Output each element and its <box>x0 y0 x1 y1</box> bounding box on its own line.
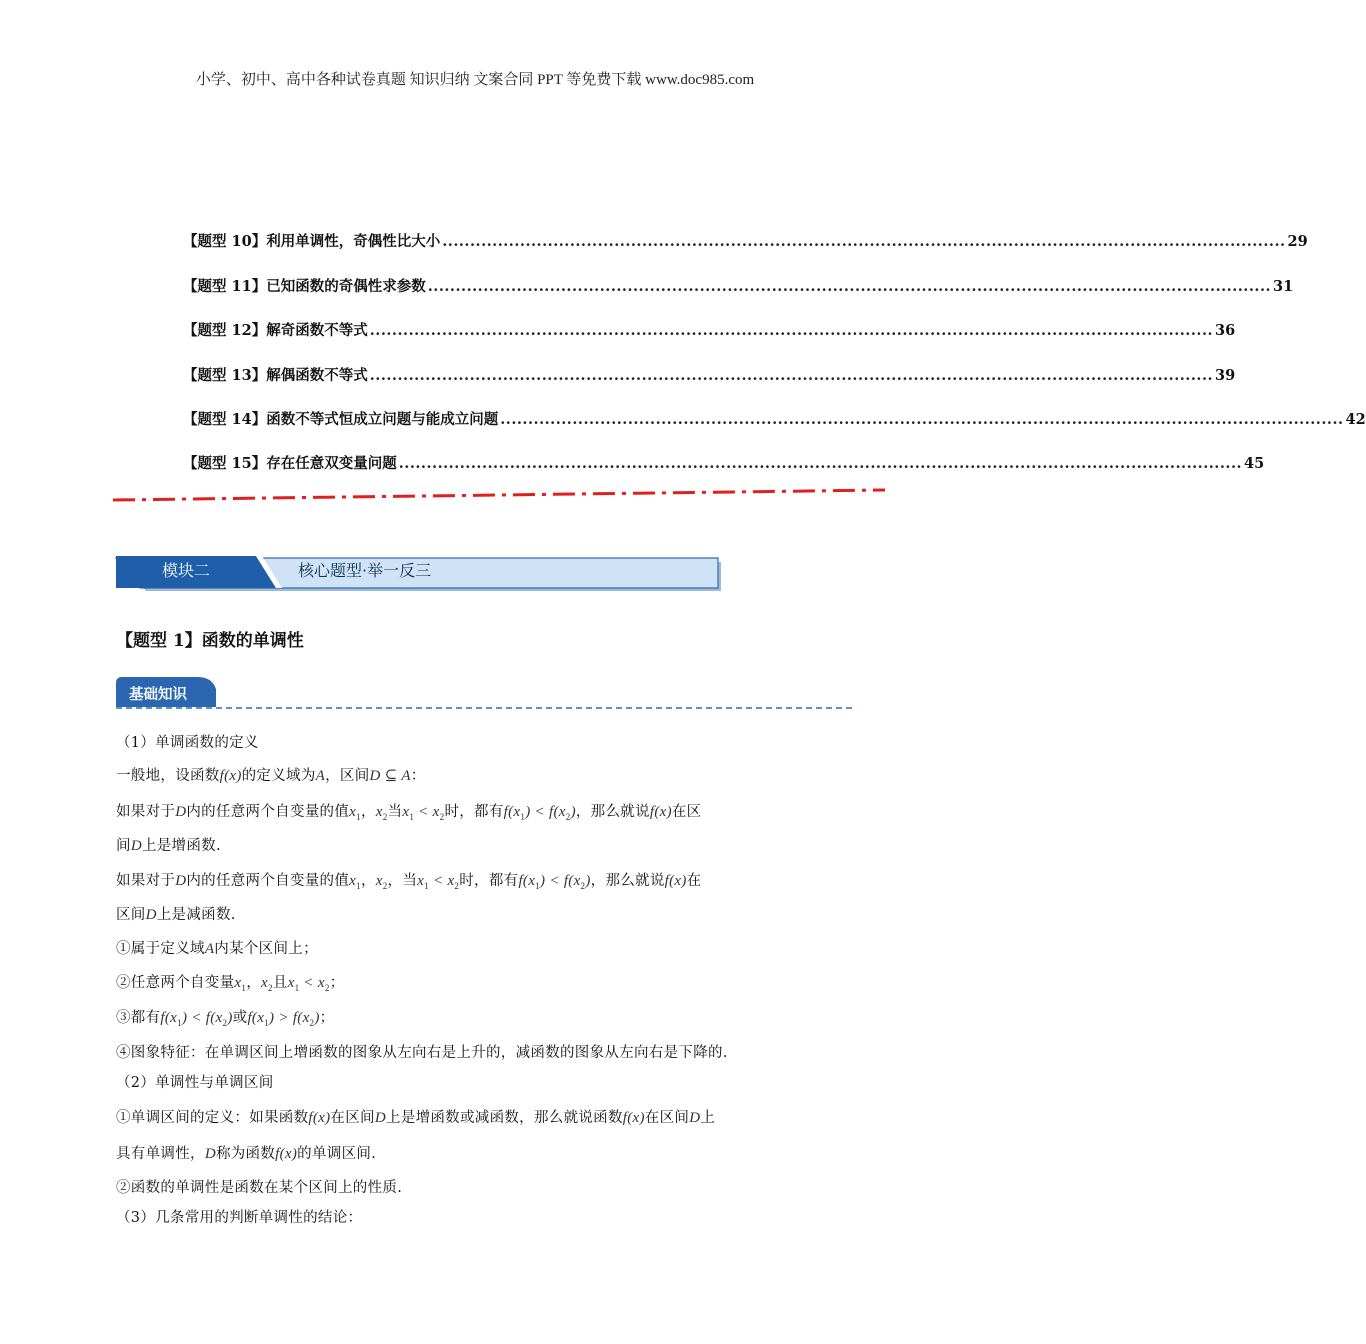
text: 一般地，设函数 <box>116 768 220 784</box>
text: 如果对于 <box>116 873 176 889</box>
text: ②函数的单调性是函数在某个区间上的性质. <box>116 1180 403 1196</box>
text: 时，都有 <box>444 804 504 820</box>
math-D: D <box>130 838 142 854</box>
toc-page: 31 <box>1273 278 1294 295</box>
toc-leader: ........................................................................................................................................................ <box>427 278 1272 295</box>
text: ； <box>319 1010 335 1026</box>
text: 上是增函数或减函数，那么就说函数 <box>385 1110 623 1126</box>
toc-row[interactable] <box>183 452 1265 472</box>
math-fx1-lt-fx2: $f(x_1) < f(x_2)$ <box>518 873 591 891</box>
toc-row[interactable] <box>183 408 1366 428</box>
text: 或 <box>232 1010 248 1026</box>
math-x1-lt-x2: $x_1 < x_2$ <box>417 873 460 891</box>
basic-tag-shape <box>116 677 856 713</box>
module-title: 核心题型·举一反三 <box>298 561 432 580</box>
text: 称为函数 <box>215 1146 276 1162</box>
toc-label: 【题型 12】解奇函数不等式 <box>183 322 368 339</box>
toc-label: 【题型 15】存在任意双变量问题 <box>183 455 397 472</box>
text: ， <box>246 975 261 991</box>
content-line <box>116 1043 838 1063</box>
text: ①单调区间的定义：如果函数 <box>116 1110 309 1126</box>
math-A: A <box>204 941 215 957</box>
math-x2: $x_2$ <box>375 804 388 822</box>
math-x1-lt-x2: $x_1 < x_2$ <box>287 975 330 993</box>
math-x1-lt-x2: $x_1 < x_2$ <box>402 804 445 822</box>
content-line <box>116 973 838 998</box>
toc-row[interactable] <box>183 364 1236 384</box>
content-line <box>116 836 838 856</box>
text: 具有单调性， <box>116 1146 205 1162</box>
toc-row[interactable] <box>183 230 1308 250</box>
text: 在区间 <box>644 1110 690 1126</box>
text: ： <box>410 768 426 784</box>
text: ，那么就说 <box>575 804 650 820</box>
toc-row[interactable] <box>183 275 1294 295</box>
math-D-subset-A: D ⊆ A <box>369 768 411 784</box>
text: ①属于定义域 <box>116 941 205 957</box>
content-line <box>116 871 838 896</box>
text: ③都有 <box>116 1010 161 1026</box>
text: ，那么就说 <box>590 873 665 889</box>
content-line <box>116 766 838 786</box>
content-line <box>116 802 838 827</box>
content-line <box>116 733 838 753</box>
text: ， <box>360 804 376 820</box>
text: 当 <box>387 804 403 820</box>
toc-page: 29 <box>1287 233 1308 250</box>
math-fx: f(x) <box>649 804 672 820</box>
toc-leader: ........................................................................................................................................................ <box>442 233 1286 250</box>
text: 上 <box>700 1110 716 1126</box>
toc-label: 【题型 10】利用单调性，奇偶性比大小 <box>183 233 441 250</box>
math-D: D <box>204 1146 216 1162</box>
text: 间 <box>116 838 131 854</box>
text: 的定义域为 <box>241 768 316 784</box>
toc-page: 45 <box>1244 455 1265 472</box>
math-fx1-gt-fx2: $f(x_1) > f(x_2)$ <box>247 1010 320 1028</box>
text: ，区间 <box>325 768 370 784</box>
toc-page: 36 <box>1215 322 1236 339</box>
math-fx1-lt-fx2: $f(x_1) < f(x_2)$ <box>160 1010 233 1028</box>
text: 上是增函数. <box>141 838 221 854</box>
math-fx: f(x) <box>219 768 242 784</box>
text: 且 <box>272 975 288 991</box>
text: ，当 <box>387 873 418 889</box>
section-title: 【题型 1】函数的单调性 <box>116 631 304 651</box>
toc-label: 【题型 13】解偶函数不等式 <box>183 367 368 384</box>
toc-leader: ........................................................................................................................................................ <box>500 411 1344 428</box>
text: ④图象特征：在单调区间上增函数的图象从左向右是上升的，减函数的图象从左向右是下降的. <box>116 1045 728 1061</box>
section-divider <box>113 484 885 508</box>
math-D: D <box>175 873 187 889</box>
text: 在 <box>686 873 702 889</box>
math-x1: $x_1$ <box>349 873 361 891</box>
content-line <box>116 1073 838 1093</box>
text: 在区间 <box>330 1110 375 1126</box>
content-line <box>116 939 838 959</box>
text: 如果对于 <box>116 804 176 820</box>
toc-page: 39 <box>1215 367 1236 384</box>
math-fx: f(x) <box>622 1110 645 1126</box>
math-D: D <box>145 907 157 923</box>
text: （2）单调性与单调区间 <box>116 1075 274 1091</box>
toc-leader: ........................................................................................................................................................ <box>398 455 1243 472</box>
math-x2: $x_2$ <box>261 975 273 993</box>
basic-tag-label: 基础知识 <box>129 687 187 703</box>
text: 的单调区间. <box>297 1146 377 1162</box>
text: ②任意两个自变量 <box>116 975 235 991</box>
module-tag: 模块二 <box>162 561 211 580</box>
content-line <box>116 1144 838 1164</box>
toc-label: 【题型 14】函数不等式恒成立问题与能成立问题 <box>183 411 499 428</box>
text: ， <box>360 873 376 889</box>
basic-knowledge-tag <box>116 677 856 713</box>
text: 在区 <box>671 804 702 820</box>
toc-leader: ........................................................................................................................................................ <box>369 367 1214 384</box>
text: （1）单调函数的定义 <box>116 735 259 751</box>
math-x1: $x_1$ <box>349 804 361 822</box>
math-x1: $x_1$ <box>234 975 247 993</box>
content-line <box>116 1208 838 1228</box>
toc-page: 42 <box>1345 411 1366 428</box>
toc-leader: ........................................................................................................................................................ <box>369 322 1214 339</box>
math-x2: $x_2$ <box>375 873 388 891</box>
text: （3）几条常用的判断单调性的结论： <box>116 1210 363 1226</box>
text: 区间 <box>116 907 146 923</box>
toc-row[interactable] <box>183 319 1236 339</box>
math-D: D <box>374 1110 386 1126</box>
content-line <box>116 905 838 925</box>
math-D: D <box>689 1110 701 1126</box>
toc-label: 【题型 11】已知函数的奇偶性求参数 <box>183 278 426 295</box>
math-fx: f(x) <box>275 1146 298 1162</box>
text: 上是减函数. <box>156 907 236 923</box>
text: 内的任意两个自变量的值 <box>186 873 350 889</box>
math-D: D <box>175 804 187 820</box>
content-line <box>116 1008 838 1033</box>
text: 内某个区间上； <box>214 941 318 957</box>
content-line <box>116 1108 838 1128</box>
page-header: 小学、初中、高中各种试卷真题 知识归纳 文案合同 PPT 等免费下载 www.doc985.com <box>195 72 755 88</box>
math-fx1-lt-fx2: $f(x_1) < f(x_2)$ <box>503 804 576 822</box>
text: ； <box>329 975 345 991</box>
module-banner <box>116 553 721 599</box>
math-A: A <box>315 768 326 784</box>
math-fx: f(x) <box>308 1110 331 1126</box>
math-fx: f(x) <box>664 873 687 889</box>
text: 时，都有 <box>459 873 519 889</box>
content-line <box>116 1178 838 1198</box>
text: 内的任意两个自变量的值 <box>186 804 350 820</box>
